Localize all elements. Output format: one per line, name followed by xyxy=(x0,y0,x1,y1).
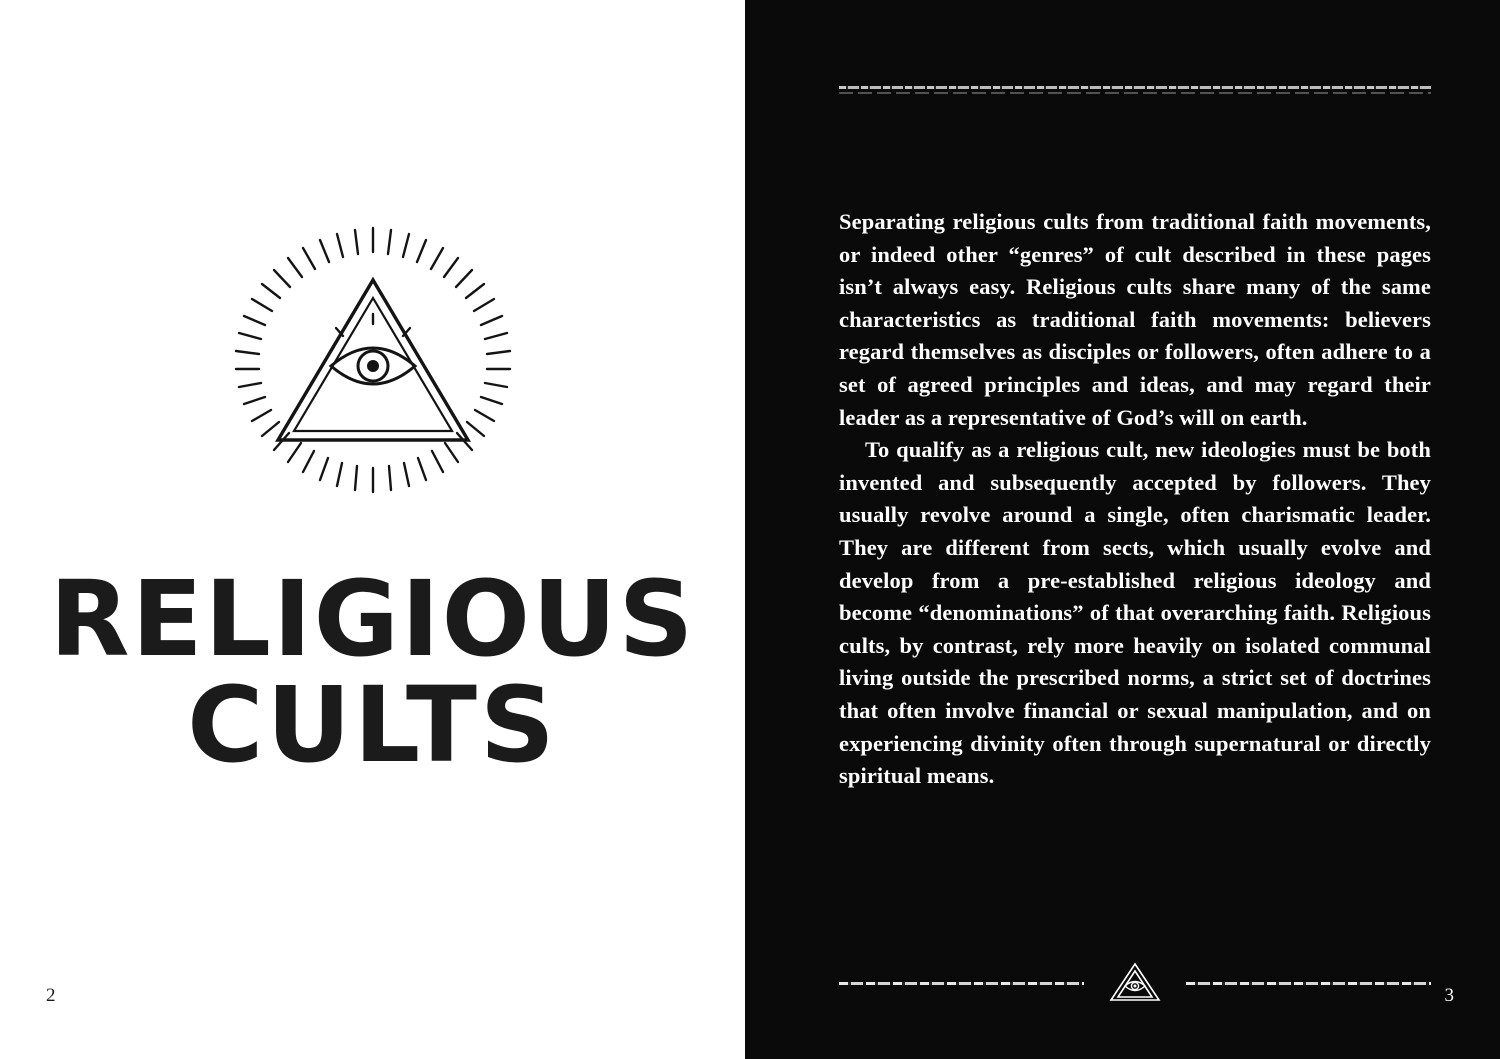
chapter-title xyxy=(49,558,696,786)
all-seeing-eye-pyramid-icon xyxy=(1107,960,1163,1004)
all-seeing-eye-pyramid-icon xyxy=(223,218,523,518)
page-number-right: 3 xyxy=(1444,985,1454,1006)
footer-ornament xyxy=(839,960,1431,1004)
body-text xyxy=(839,206,1431,793)
paragraph-1: Separating religious cults from traditional faith movements, or indeed other “genres” of cult described in these pages isn’t always easy. Religious cults share many of the same characteristics as traditional faith movements: believers regard themselves as disciples or followers, often adhere to a set of agreed principles and ideas, and may regard their leader as a representative of God’s will on earth. xyxy=(839,209,1431,430)
footer-rule-left xyxy=(839,982,1084,985)
right-page xyxy=(745,0,1500,1059)
chapter-title-line-1: RELIGIOUS xyxy=(49,558,696,680)
left-page-content xyxy=(0,0,745,1059)
footer-rule-right xyxy=(1186,982,1431,985)
page-number-left: 2 xyxy=(46,985,56,1006)
chapter-title-line-2: CULTS xyxy=(187,663,558,786)
paragraph-2: To qualify as a religious cult, new ideologies must be both invented and subsequently accepted by followers. They usually revolve around a single, often charismatic leader. They are different from sects, which usually evolve and develop from a pre-established religious ideology and become “denominations” of that overarching faith. Religious cults, by contrast, rely more heavily on isolated communal living outside the prescribed norms, a strict set of doctrines that often involve financial or sexual manipulation, and on experiencing divinity often through supernatural or directly spiritual means. xyxy=(839,437,1431,789)
decorative-top-rule xyxy=(839,86,1431,89)
left-page xyxy=(0,0,745,1059)
